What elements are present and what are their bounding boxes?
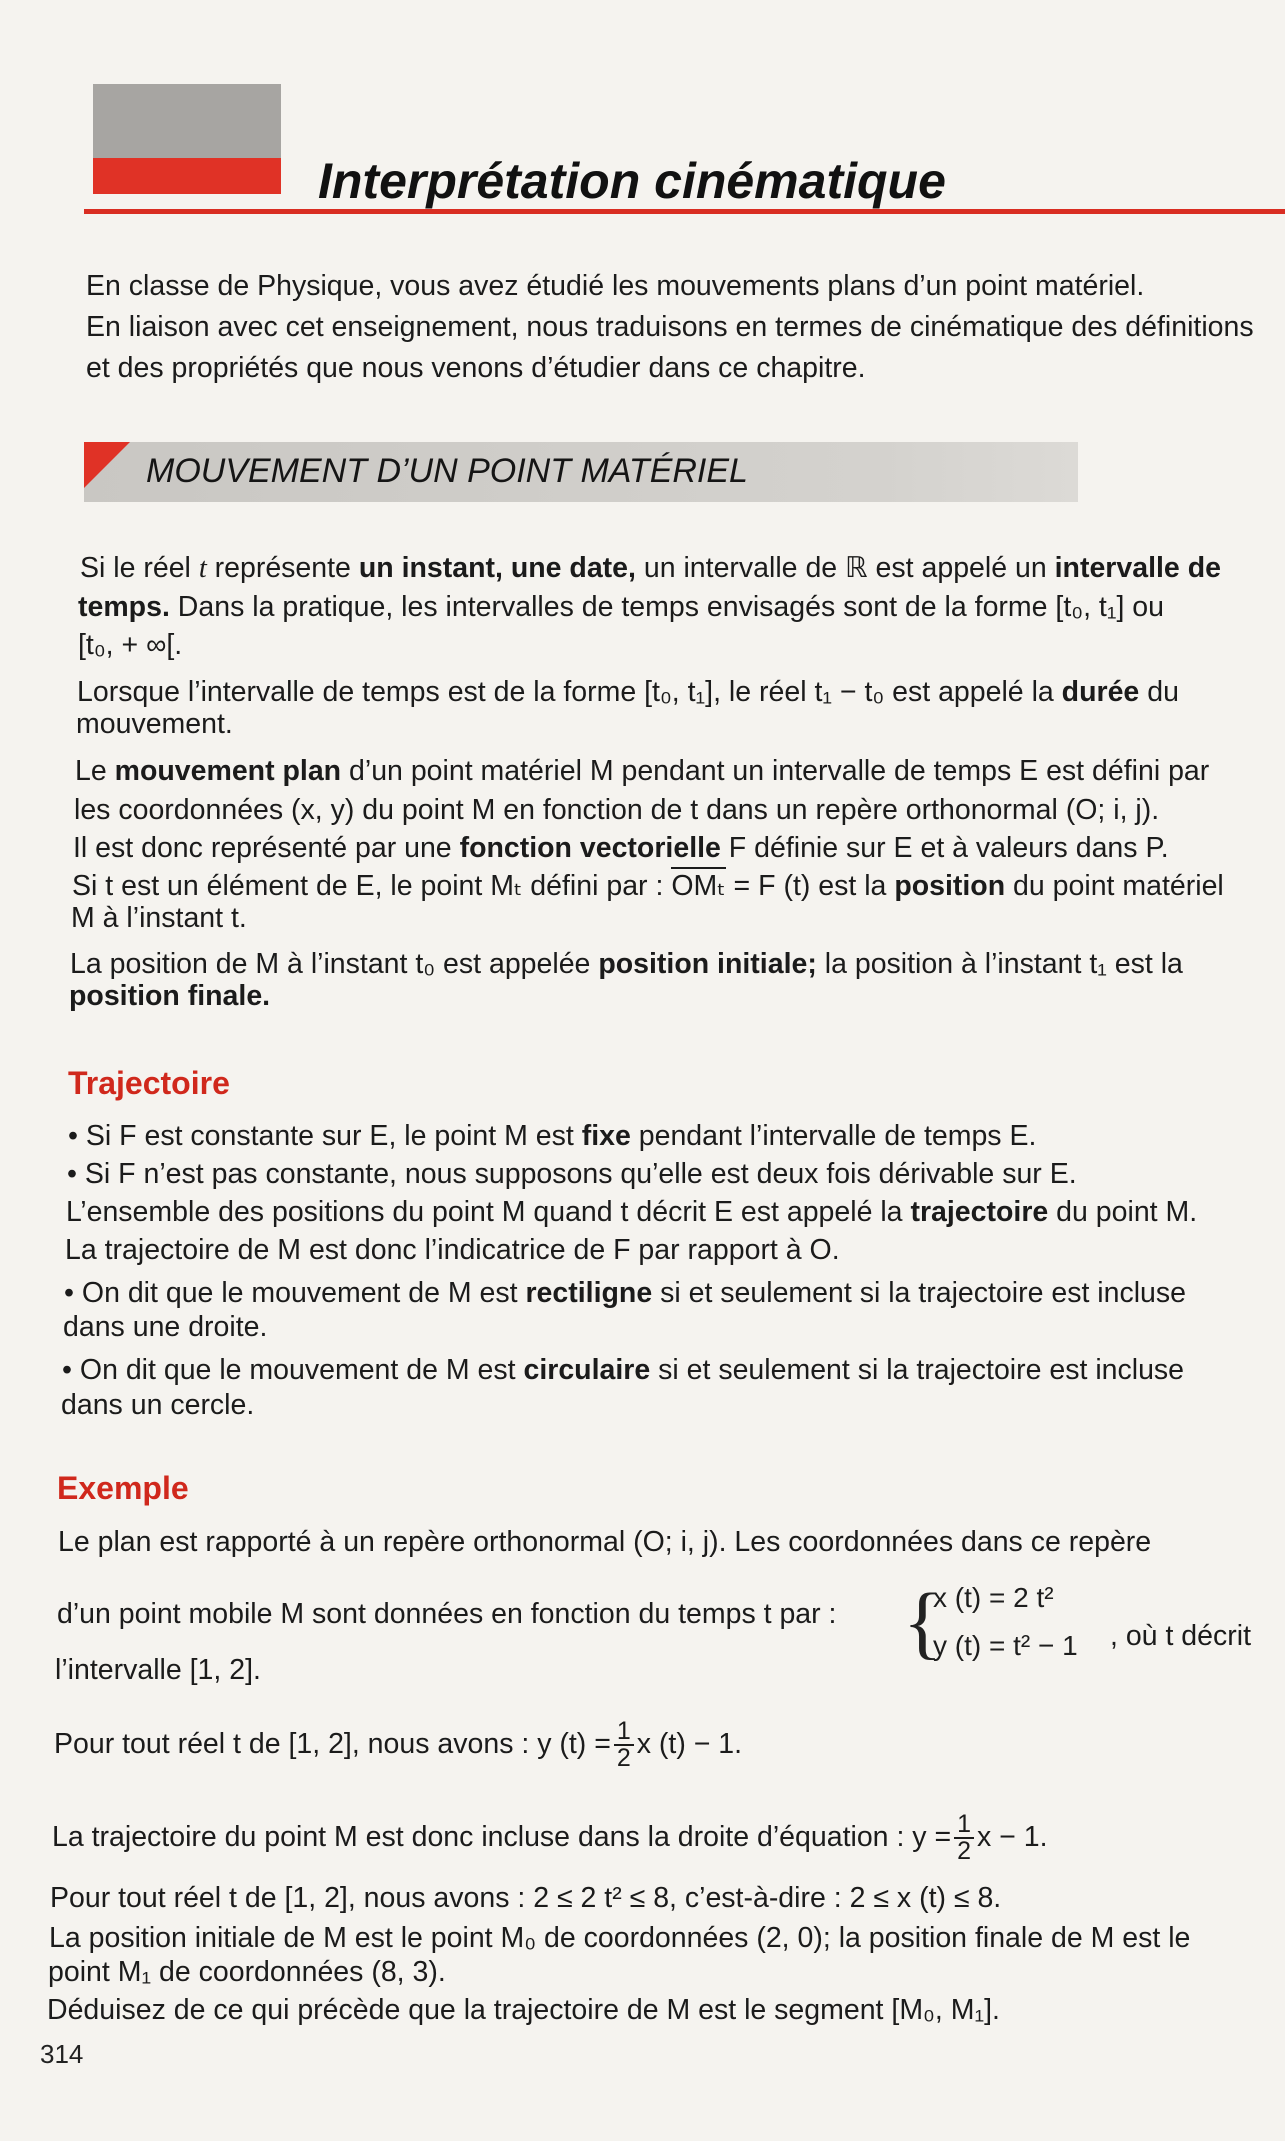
page-title: Interprétation cinématique bbox=[318, 153, 946, 209]
trajectoire-line-8: dans un cercle. bbox=[61, 1389, 255, 1421]
fraction-one-half: $\frac{1}{2}$ bbox=[614, 1719, 634, 1771]
equation-y: y (t) = t² − 1 bbox=[933, 1630, 1078, 1661]
exemple-line-8: point M₁ de coordonnées (8, 3). bbox=[48, 1956, 446, 1988]
page-number: 314 bbox=[40, 2039, 84, 2069]
body-line-2: temps. Dans la pratique, les intervalles de temps envisagés sont de la forme [t₀, t₁] ou bbox=[78, 591, 1164, 623]
exemple-line-5: La trajectoire du point M est donc incluse dans la droite d’équation : y = $\frac{1}{2}$ x − 1. bbox=[52, 1810, 1048, 1866]
body-line-5: mouvement. bbox=[76, 708, 233, 740]
intro-line-3: et des propriétés que nous venons d’étudier dans ce chapitre. bbox=[86, 352, 866, 384]
body-line-8: Il est donc représenté par une fonction vectorielle F définie sur E et à valeurs dans P. bbox=[73, 832, 1169, 864]
header-gray-block bbox=[93, 84, 281, 158]
equation-brace: { bbox=[903, 1576, 943, 1667]
exemple-line-1: Le plan est rapporté à un repère orthonormal (O; i, j). Les coordonnées dans ce repère bbox=[58, 1526, 1152, 1558]
exemple-heading: Exemple bbox=[57, 1470, 189, 1506]
equation-x: x (t) = 2 t² bbox=[933, 1582, 1054, 1613]
exemple-line-9: Déduisez de ce qui précède que la trajectoire de M est le segment [M₀, M₁]. bbox=[47, 1994, 1000, 2026]
body-line-7: les coordonnées (x, y) du point M en fonction de t dans un repère orthonormal (O; i, j). bbox=[74, 794, 1160, 826]
trajectoire-heading: Trajectoire bbox=[68, 1065, 230, 1101]
trajectoire-line-6: dans une droite. bbox=[63, 1311, 268, 1343]
trajectoire-line-4: La trajectoire de M est donc l’indicatrice de F par rapport à O. bbox=[65, 1234, 840, 1266]
trajectoire-line-5: • On dit que le mouvement de M est rectiligne si et seulement si la trajectoire est incluse bbox=[64, 1277, 1187, 1309]
exemple-line-4: Pour tout réel t de [1, 2], nous avons : y (t) = $\frac{1}{2}$ x (t) − 1. bbox=[54, 1717, 743, 1773]
intro-line-1: En classe de Physique, vous avez étudié les mouvements plans d’un point matériel. bbox=[86, 270, 1145, 302]
intro-line-2: En liaison avec cet enseignement, nous traduisons en termes de cinématique des définitions bbox=[86, 311, 1254, 343]
trajectoire-line-3: L’ensemble des positions du point M quand t décrit E est appelé la trajectoire du point M. bbox=[66, 1196, 1198, 1228]
body-line-4: Lorsque l’intervalle de temps est de la forme [t₀, t₁], le réel t₁ − t₀ est appelé la durée du bbox=[77, 676, 1179, 708]
trajectoire-line-1: • Si F est constante sur E, le point M est fixe pendant l’intervalle de temps E. bbox=[68, 1120, 1037, 1152]
body-line-3: [t₀, + ∞[. bbox=[78, 629, 183, 661]
trajectoire-line-2: • Si F n’est pas constante, nous supposons qu’elle est deux fois dérivable sur E. bbox=[67, 1158, 1077, 1190]
body-line-11: La position de M à l’instant t₀ est appelée position initiale; la position à l’instant t₁ est la bbox=[70, 948, 1183, 980]
exemple-line-2: d’un point mobile M sont données en fonction du temps t par : bbox=[57, 1598, 837, 1630]
body-line-9: Si t est un élément de E, le point Mₜ défini par : OMₜ = F (t) est la position du point matériel bbox=[72, 868, 1224, 905]
body-line-10: M à l’instant t. bbox=[71, 902, 247, 934]
exemple-line-6: Pour tout réel t de [1, 2], nous avons : 2 ≤ 2 t² ≤ 8, c’est-à-dire : 2 ≤ x (t) ≤ 8. bbox=[50, 1882, 1002, 1914]
trajectoire-line-7: • On dit que le mouvement de M est circulaire si et seulement si la trajectoire est incluse bbox=[62, 1354, 1185, 1386]
exemple-line-7: La position initiale de M est le point M₀ de coordonnées (2, 0); la position finale de M est le bbox=[49, 1922, 1191, 1954]
body-line-12: position finale. bbox=[69, 980, 271, 1012]
body-line-1: Si le réel t représente un instant, une date, un intervalle de ℝ est appelé un intervalle de bbox=[80, 552, 1221, 584]
body-line-6: Le mouvement plan d’un point matériel M pendant un intervalle de temps E est défini par bbox=[75, 755, 1210, 787]
fraction-one-half-2: $\frac{1}{2}$ bbox=[954, 1812, 974, 1864]
exemple-line-2b: , où t décrit bbox=[1110, 1620, 1251, 1652]
section-red-triangle bbox=[84, 442, 130, 488]
header-red-block bbox=[93, 158, 281, 194]
section-title: MOUVEMENT D’UN POINT MATÉRIEL bbox=[146, 452, 748, 490]
exemple-line-3: l’intervalle [1, 2]. bbox=[55, 1654, 261, 1686]
